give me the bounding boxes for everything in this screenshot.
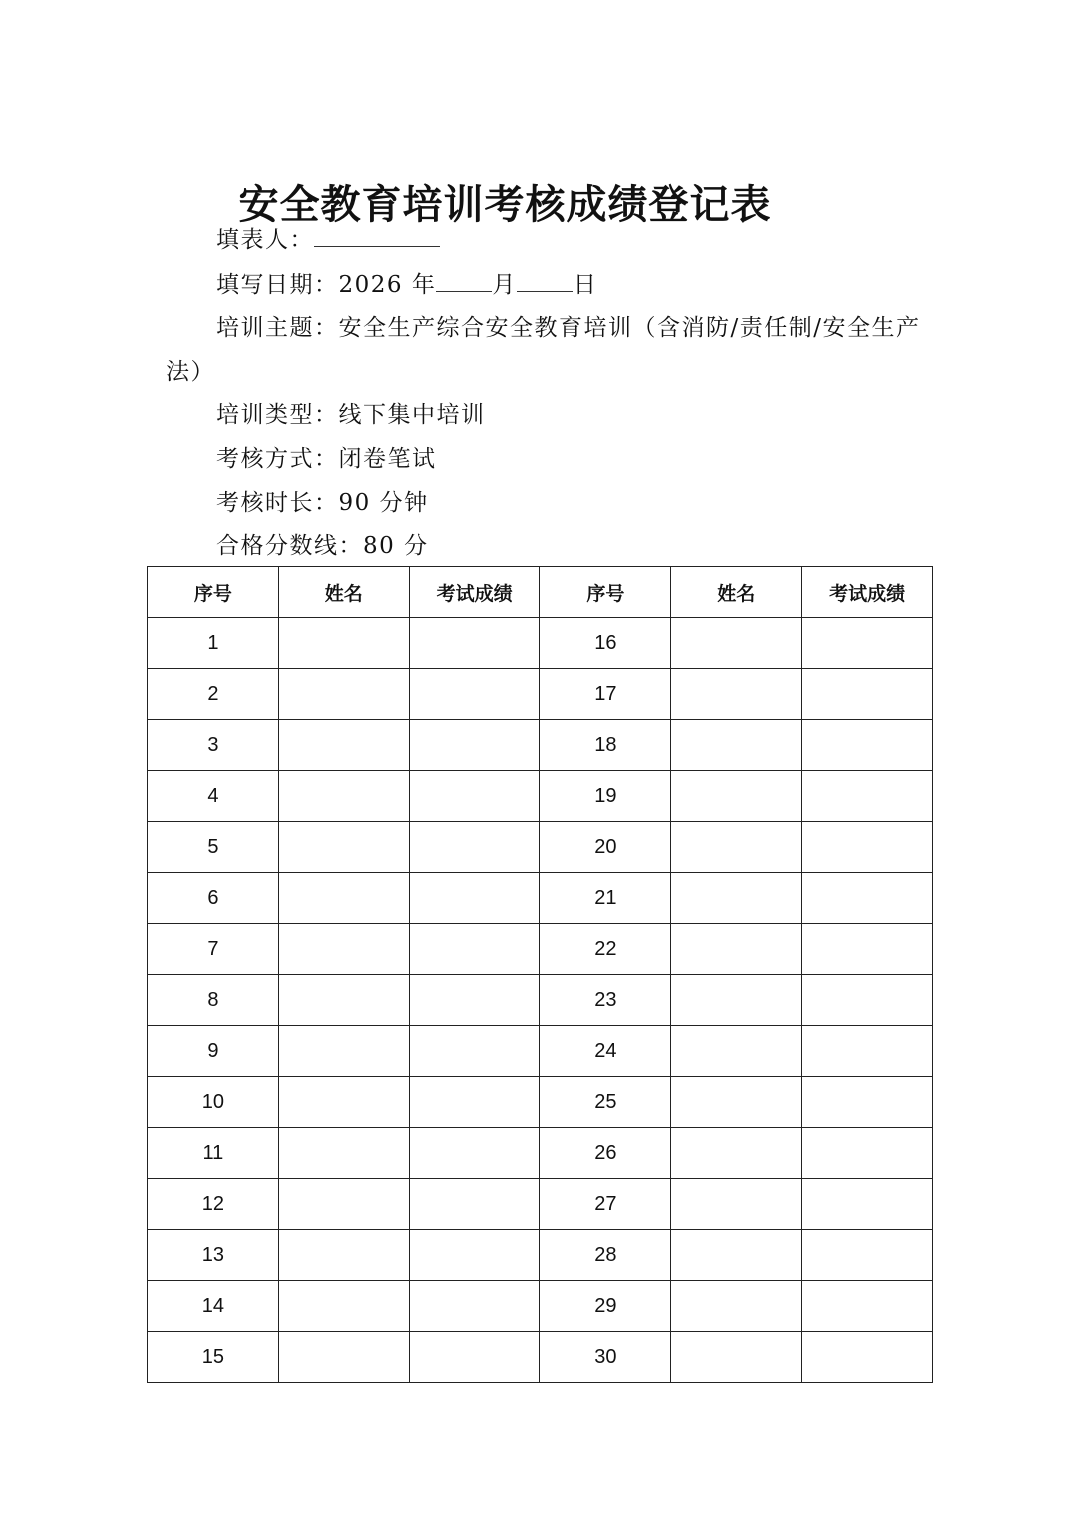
type-line [166, 394, 926, 438]
cell-left-no: 15 [148, 1332, 279, 1383]
table-row [148, 720, 933, 771]
cell-left-name[interactable] [278, 1332, 409, 1383]
info-block [166, 218, 926, 569]
cell-right-name[interactable] [671, 1077, 802, 1128]
cell-left-score[interactable] [409, 1026, 540, 1077]
cell-left-score[interactable] [409, 1281, 540, 1332]
cell-left-name[interactable] [278, 1281, 409, 1332]
cell-left-name[interactable] [278, 924, 409, 975]
table-row [148, 1230, 933, 1281]
cell-left-no: 7 [148, 924, 279, 975]
cell-left-no: 11 [148, 1128, 279, 1179]
cell-right-name[interactable] [671, 1230, 802, 1281]
cell-left-no: 1 [148, 618, 279, 669]
cell-left-no: 6 [148, 873, 279, 924]
cell-left-name[interactable] [278, 873, 409, 924]
cell-left-score[interactable] [409, 975, 540, 1026]
cell-right-score[interactable] [802, 1179, 933, 1230]
cell-right-no: 24 [540, 1026, 671, 1077]
cell-right-no: 23 [540, 975, 671, 1026]
cell-left-no: 4 [148, 771, 279, 822]
cell-right-no: 22 [540, 924, 671, 975]
cell-left-name[interactable] [278, 720, 409, 771]
grade-table-body [148, 618, 933, 1383]
table-row [148, 1077, 933, 1128]
topic-line [166, 307, 926, 394]
table-row [148, 975, 933, 1026]
topic-value: 安全生产综合安全教育培训（含消防/责任制/安全生产法） [166, 315, 921, 385]
table-row [148, 1179, 933, 1230]
cell-left-no: 3 [148, 720, 279, 771]
cell-left-score[interactable] [409, 771, 540, 822]
cell-left-score[interactable] [409, 1332, 540, 1383]
cell-right-score[interactable] [802, 1230, 933, 1281]
topic-label: 培训主题： [216, 315, 339, 342]
cell-left-name[interactable] [278, 1026, 409, 1077]
cell-right-no: 26 [540, 1128, 671, 1179]
cell-right-no: 21 [540, 873, 671, 924]
filler-line [166, 218, 926, 263]
cell-right-no: 28 [540, 1230, 671, 1281]
cell-left-score[interactable] [409, 1230, 540, 1281]
table-row [148, 1026, 933, 1077]
cell-left-score[interactable] [409, 924, 540, 975]
cell-left-score[interactable] [409, 873, 540, 924]
method-value: 闭卷笔试 [338, 445, 437, 472]
cell-right-no: 19 [540, 771, 671, 822]
cell-right-score[interactable] [802, 1332, 933, 1383]
pass-label: 合格分数线： [216, 533, 363, 560]
table-row [148, 822, 933, 873]
header-left-name: 姓名 [278, 567, 409, 618]
cell-right-score[interactable] [802, 975, 933, 1026]
date-day: 日 [572, 271, 598, 298]
cell-right-name[interactable] [671, 822, 802, 873]
day-blank[interactable] [517, 263, 573, 292]
cell-right-no: 29 [540, 1281, 671, 1332]
table-row [148, 618, 933, 669]
cell-right-score[interactable] [802, 669, 933, 720]
cell-right-name[interactable] [671, 771, 802, 822]
cell-right-score[interactable] [802, 1281, 933, 1332]
table-row [148, 771, 933, 822]
cell-left-no: 5 [148, 822, 279, 873]
header-row [148, 567, 933, 618]
filler-blank[interactable] [314, 218, 440, 247]
type-value: 线下集中培训 [338, 402, 486, 429]
cell-right-no: 17 [540, 669, 671, 720]
cell-right-score[interactable] [802, 771, 933, 822]
cell-left-score[interactable] [409, 669, 540, 720]
pass-value: 80 分 [363, 533, 429, 560]
cell-right-no: 20 [540, 822, 671, 873]
cell-left-no: 14 [148, 1281, 279, 1332]
type-label: 培训类型： [216, 402, 339, 429]
table-row [148, 924, 933, 975]
header-left-score: 考试成绩 [409, 567, 540, 618]
table-row [148, 669, 933, 720]
method-line [166, 438, 926, 482]
table-row [148, 1332, 933, 1383]
cell-right-no: 16 [540, 618, 671, 669]
duration-line [166, 482, 926, 526]
cell-left-score[interactable] [409, 1077, 540, 1128]
header-right-score: 考试成绩 [802, 567, 933, 618]
header-right-no: 序号 [540, 567, 671, 618]
cell-right-no: 27 [540, 1179, 671, 1230]
date-line [166, 263, 926, 308]
cell-left-name[interactable] [278, 1077, 409, 1128]
cell-left-score[interactable] [409, 822, 540, 873]
cell-right-score[interactable] [802, 720, 933, 771]
cell-left-name[interactable] [278, 975, 409, 1026]
cell-right-name[interactable] [671, 1179, 802, 1230]
cell-left-name[interactable] [278, 1230, 409, 1281]
pass-line [166, 525, 926, 569]
cell-left-name[interactable] [278, 1179, 409, 1230]
header-right-name: 姓名 [671, 567, 802, 618]
cell-right-name[interactable] [671, 975, 802, 1026]
cell-right-name[interactable] [671, 873, 802, 924]
cell-right-name[interactable] [671, 669, 802, 720]
date-label: 填写日期： [216, 271, 339, 298]
cell-right-no: 25 [540, 1077, 671, 1128]
cell-left-name[interactable] [278, 1128, 409, 1179]
cell-left-name[interactable] [278, 618, 409, 669]
cell-right-score[interactable] [802, 1077, 933, 1128]
duration-value: 90 分钟 [338, 489, 429, 516]
cell-left-name[interactable] [278, 771, 409, 822]
cell-right-score[interactable] [802, 1026, 933, 1077]
table-row [148, 1281, 933, 1332]
cell-right-name[interactable] [671, 720, 802, 771]
cell-left-score[interactable] [409, 1128, 540, 1179]
grade-table [147, 566, 933, 1383]
cell-left-name[interactable] [278, 822, 409, 873]
cell-left-no: 9 [148, 1026, 279, 1077]
table-row [148, 1128, 933, 1179]
cell-right-name[interactable] [671, 924, 802, 975]
cell-left-no: 8 [148, 975, 279, 1026]
duration-label: 考核时长： [216, 489, 339, 516]
month-blank[interactable] [436, 263, 492, 292]
table-row [148, 873, 933, 924]
cell-left-name[interactable] [278, 669, 409, 720]
date-year: 2026 年 [338, 271, 437, 298]
cell-left-no: 10 [148, 1077, 279, 1128]
cell-right-name[interactable] [671, 1281, 802, 1332]
header-left-no: 序号 [148, 567, 279, 618]
cell-right-name[interactable] [671, 618, 802, 669]
cell-left-no: 12 [148, 1179, 279, 1230]
cell-right-score[interactable] [802, 618, 933, 669]
method-label: 考核方式： [216, 445, 339, 472]
cell-right-score[interactable] [802, 822, 933, 873]
cell-left-score[interactable] [409, 720, 540, 771]
cell-right-no: 18 [540, 720, 671, 771]
cell-left-no: 2 [148, 669, 279, 720]
cell-right-name[interactable] [671, 1332, 802, 1383]
cell-right-score[interactable] [802, 1128, 933, 1179]
document-title: 安全教育培训考核成绩登记表 [238, 181, 772, 228]
cell-right-score[interactable] [802, 924, 933, 975]
cell-right-score[interactable] [802, 873, 933, 924]
filler-label: 填表人： [216, 227, 314, 253]
cell-right-name[interactable] [671, 1026, 802, 1077]
cell-left-no: 13 [148, 1230, 279, 1281]
cell-right-name[interactable] [671, 1128, 802, 1179]
date-month: 月 [492, 271, 517, 298]
cell-right-no: 30 [540, 1332, 671, 1383]
cell-left-score[interactable] [409, 618, 540, 669]
cell-left-score[interactable] [409, 1179, 540, 1230]
